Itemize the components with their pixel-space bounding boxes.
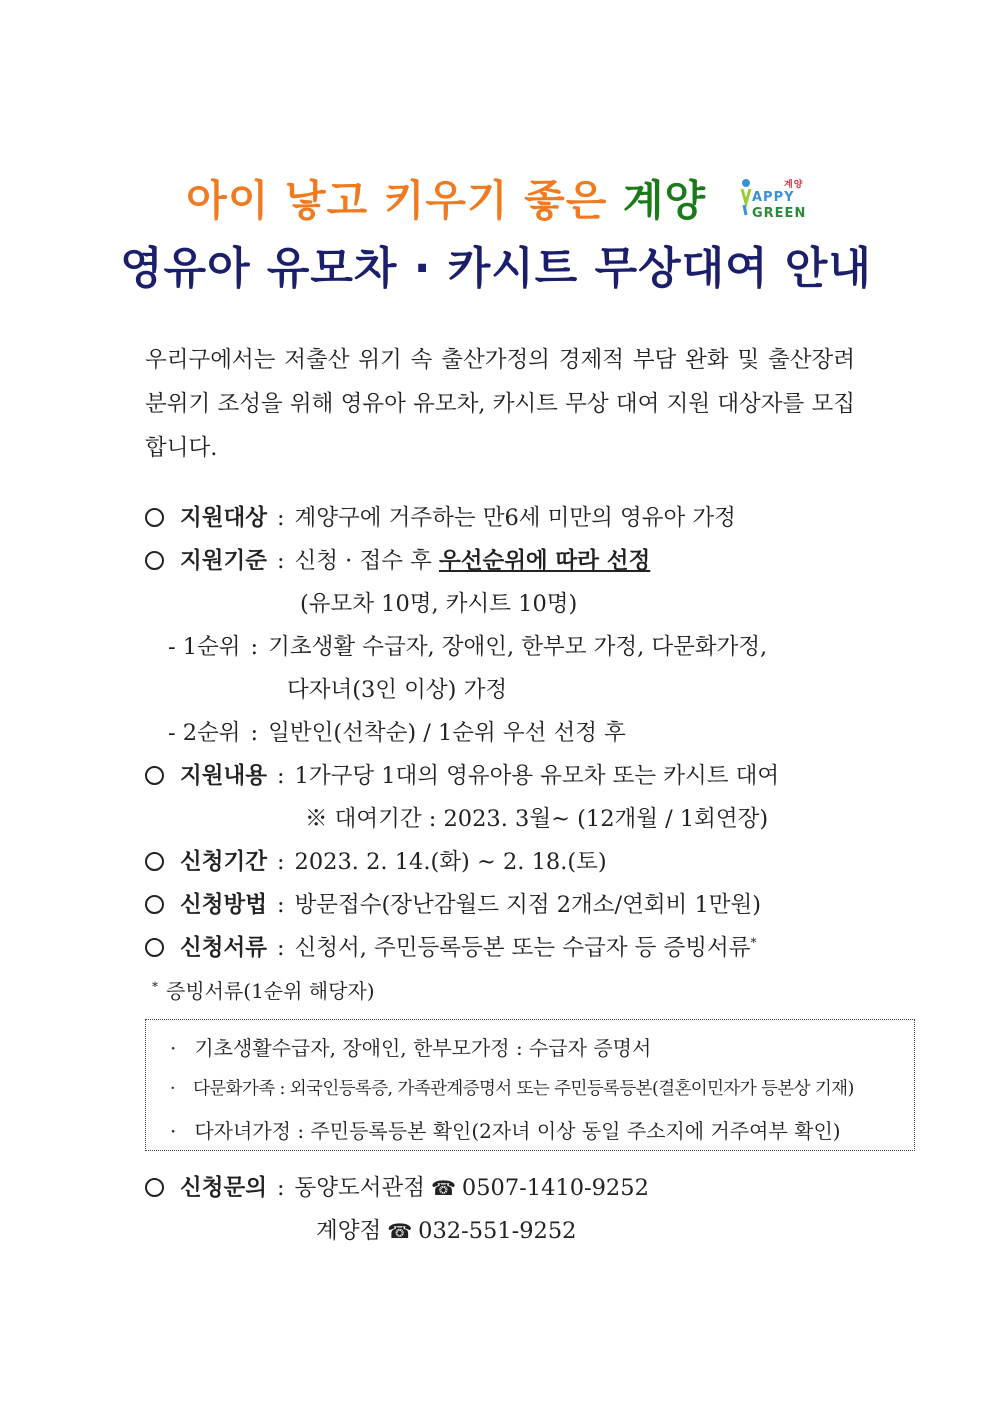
target-text: 계양구에 거주하는 만6세 미만의 영유아 가정 — [294, 505, 736, 531]
documents-sup: * — [750, 935, 757, 950]
rank1-text: 기초생활 수급자, 장애인, 한부모 가정, 다문화가정, — [268, 634, 768, 660]
circle-bullet-icon — [145, 938, 164, 957]
method-text: 방문접수(장난감월드 지점 2개소/연회비 1만원) — [294, 892, 762, 918]
rank1-row: - 1순위 : 기초생활 수급자, 장애인, 한부모 가정, 다문화가정, — [168, 634, 768, 660]
item-criteria: 지원기준 : 신청 · 접수 후 우선순위에 따라 선정 — [145, 543, 650, 575]
circle-bullet-icon — [145, 1178, 164, 1197]
rank2-row: - 2순위 : 일반인(선착순) / 1순위 우선 선정 후 — [168, 720, 626, 746]
box-item-2: · 다문화가족 : 외국인등록증, 가족관계증명서 또는 주민등록등본(결혼이민자가 등본상 기재) — [170, 1079, 854, 1099]
box-item-1-text: 기초생활수급자, 장애인, 한부모가정 : 수급자 증명서 — [194, 1036, 652, 1060]
rank2-text: 일반인(선착순) / 1순위 우선 선정 후 — [268, 720, 626, 746]
documents-text: 신청서, 주민등록등본 또는 수급자 등 증빙서류 — [294, 935, 751, 961]
inquiry-phone1[interactable]: 0507-1410-9252 — [461, 1175, 649, 1201]
criteria-text: 신청 · 접수 후 — [294, 548, 439, 574]
inquiry-branch1: 동양도서관점 — [294, 1175, 425, 1201]
rank1-text-continued: 다자녀(3인 이상) 가정 — [287, 677, 508, 703]
box-item-2-text: 다문화가족 : 외국인등록증, 가족관계증명서 또는 주민등록등본(결혼이민자가 등본상 기재) — [192, 1079, 854, 1099]
period-label: 신청기간 — [180, 849, 267, 875]
rank1-label: - 1순위 — [168, 634, 241, 660]
logo-line2: GREEN — [751, 205, 806, 221]
item-target: 지원대상 : 계양구에 거주하는 만6세 미만의 영유아 가정 — [145, 500, 736, 532]
criteria-label: 지원기준 — [180, 548, 267, 574]
period-text: 2023. 2. 14.(화) ~ 2. 18.(토) — [294, 849, 607, 875]
circle-bullet-icon — [145, 766, 164, 785]
phone-icon: ☎ — [387, 1219, 413, 1243]
inquiry-phone2[interactable]: 032-551-9252 — [418, 1218, 577, 1244]
item-period: 신청기간 : 2023. 2. 14.(화) ~ 2. 18.(토) — [145, 844, 607, 876]
subtitle-part1: 아이 낳고 키우기 좋은 — [186, 176, 623, 225]
inquiry-branch2: 계양점 — [316, 1218, 382, 1244]
circle-bullet-icon — [145, 508, 164, 527]
criteria-quota: (유모차 10명, 카시트 10명) — [300, 591, 578, 617]
circle-bullet-icon — [145, 551, 164, 570]
inquiry-label: 신청문의 — [180, 1175, 267, 1201]
happy-green-logo — [740, 175, 806, 221]
content-note: ※ 대여기간 : 2023. 3월~ (12개월 / 1회연장) — [305, 806, 769, 832]
logo-small-text: 계양 — [783, 179, 804, 190]
subtitle-heading — [0, 168, 992, 228]
inquiry-row-2 — [316, 1213, 577, 1245]
logo-line1: APPY — [751, 189, 795, 205]
content-text: 1가구당 1대의 영유아용 유모차 또는 카시트 대여 — [294, 763, 780, 789]
circle-bullet-icon — [145, 895, 164, 914]
footnote — [152, 975, 375, 1004]
box-item-3: · 다자녀가정 : 주민등록등본 확인(2자녀 이상 동일 주소지에 거주여부 확인) — [170, 1119, 841, 1143]
rank2-label: - 2순위 — [168, 720, 241, 746]
method-label: 신청방법 — [180, 892, 267, 918]
circle-bullet-icon — [145, 852, 164, 871]
phone-icon: ☎ — [430, 1176, 456, 1200]
page-title: 영유아 유모차 · 카시트 무상대여 안내 — [120, 243, 872, 294]
box-item-1: · 기초생활수급자, 장애인, 한부모가정 : 수급자 증명서 — [170, 1036, 652, 1060]
subtitle-gyeyang: 계양 — [622, 176, 707, 225]
criteria-emphasis: 우선순위에 따라 선정 — [438, 548, 651, 574]
item-inquiry: 신청문의 : 동양도서관점 ☎ 0507-1410-9252 — [145, 1170, 649, 1202]
content-label: 지원내용 — [180, 763, 267, 789]
footnote-sup: * — [152, 979, 158, 994]
intro-paragraph: 우리구에서는 저출산 위기 속 출산가정의 경제적 부담 완화 및 출산장려 분위기 조성을 위해 영유아 유모차, 카시트 무상 대여 지원 대상자를 모집합니다. — [145, 347, 855, 461]
box-item-3-text: 다자녀가정 : 주민등록등본 확인(2자녀 이상 동일 주소지에 거주여부 확인) — [194, 1119, 841, 1143]
target-label: 지원대상 — [180, 505, 267, 531]
footnote-text: 증빙서류(1순위 해당자) — [166, 979, 375, 1003]
item-method: 신청방법 : 방문접수(장난감월드 지점 2개소/연회비 1만원) — [145, 887, 761, 919]
documents-label: 신청서류 — [180, 935, 267, 961]
item-content: 지원내용 : 1가구당 1대의 영유아용 유모차 또는 카시트 대여 — [145, 758, 779, 790]
documents-box — [145, 1019, 915, 1151]
item-documents: 신청서류 : 신청서, 주민등록등본 또는 수급자 등 증빙서류* — [145, 930, 756, 962]
